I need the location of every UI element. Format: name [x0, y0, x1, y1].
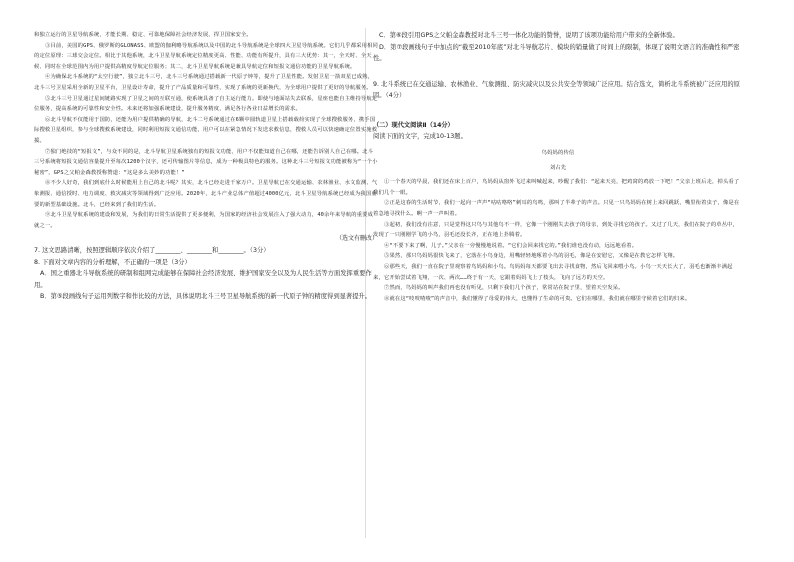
article-body [34, 30, 378, 231]
paragraph: ⑨北斗卫星导航系统的建设和发展，为我们的日常生活提供了更多便利，为国家的经济社会发展注入了强大动力，40余年来导航的重要成就之一。 [34, 212, 374, 229]
paragraph: ②正是这春的生活时节，我们一起向一声声“咕咕咯咯”刺耳的鸟鸣，那叫了半辈子的声音。只见一只鸟妈妈在树上来回跳跃，嘴里衔着虫子，像是在着急地寻找什么。啊一声一声叫着。 [373, 200, 740, 217]
question-8-option-c: C．第⑥段引用GPS之父帕金森教授对北斗三号一体化功能的赞誉，说明了该项功能给用户带来的全新体验。 [379, 32, 679, 39]
question-8-option-b: B．第⑤段画线句子运用列数字和作比较的方法，具体说明北斗三号卫星导航系统的新一代原子钟的精度得到显著提升。 [40, 293, 372, 301]
paragraph: ④为确保北斗系统的“太空行驶”，独立北斗三号，北斗三号系统通过搭载新一代原子钟等，提升了卫星性能。发射卫星一箭双星已成熟，北斗三号卫星采用全新的卫星平台，卫星设计寿命，提升了产品质量和可靠性，实现了系统的更新换代，为全球用户提供了更好的导航服务。 [34, 74, 374, 91]
paragraph: ⑤果然，那只鸟妈妈很快飞来了，它落在小鸟身边，用嘴轻轻地啄着小鸟的羽毛，像是在安慰它，又像是在教它怎样飞翔。 [384, 253, 679, 260]
story-body [373, 177, 743, 304]
left-column [34, 30, 378, 303]
question-8-option-d: D．第⑦段画线句子中加点的“截至2010年底”对北斗导航芯片、模块的销量做了时间上的限制，体现了说明文语言的准确性和严密性。 [373, 43, 740, 62]
question-7: 7. 这文思路清晰，按照逻辑顺序依次介绍了________、________和________。（3分） [34, 247, 270, 255]
question-8: 8. 下面对文章内容的分析理解，不正确的一项是（3分） [34, 258, 191, 266]
article-author: 刘占先 [549, 164, 567, 171]
paragraph: ③起初，我们没有注意，只是觉得这只鸟与其他鸟不一样，它像一个刚刚失去孩子的母亲，到处寻找它的孩子。又过了几天，我们在院子的草丛中，发现了一只刚刚学飞的小鸟，羽毛还没长齐，正在地上扑腾着。 [373, 221, 739, 239]
paragraph: 和独立运行的卫星导航系统，才能长期、稳定、可靠地保障社会经济发展，捍卫国家安全。 [34, 32, 252, 38]
paragraph: ④“不要下来了啊，儿子。”父亲在一旁慢慢地说着。“它们会回来找它的。”我们谁也没有动，远远地看着。 [384, 242, 638, 249]
reading-instruction: 阅读下面的文字，完成10-13题。 [373, 132, 467, 140]
question-9: 9. 北斗系统已在交通运输、农林渔业、气象测报、防灾减灾以及公共安全等领域广泛应用。结合选文，简析北斗系统被广泛应用的原因。（4分） [373, 80, 740, 99]
paragraph: ⑦然而，鸟妈妈的叫声我们再也没有听见，只剩下我们几个孩子，常常站在院子里，望着天空发呆。 [384, 285, 624, 292]
right-column [373, 30, 743, 304]
question-8-option-a: A．国之重器北斗导航系统的研制和组网完成能够在保障社会经济发展、维护国家安全以及为人民生活等方面发挥重要作用。 [34, 270, 372, 289]
section-heading: （二）现代文阅读Ⅱ（14分） [373, 121, 454, 129]
paragraph: ⑥北斗导航不仅能用于国防，还能为用户提供精确的导航，北斗二号系统通过在6颗中圆轨道卫星上搭载载荷实现了全球搜救服务，携手国际搜救卫星组织，参与全球搜救系统建设，同时利用短报文通信功能，用户可以在紧急情况下发送求救信息，搜救人员可以快速确定位置实施救援。 [34, 116, 378, 144]
paragraph: ①一个春天的早晨，我们还在床上百户，鸟妈妈从窗外飞过来叫喊起来，吵醒了我们：“起来天亮，把鸡窝的鸡放一下吧！”父亲上班后走，掉头看了我们几个一眼。 [373, 179, 740, 196]
paragraph: ③目前，美国的GPS、俄罗斯的GLONASS、欧盟的伽利略导航系统以及中国的北斗导航系统是全球四大卫星导航系统。它们几乎都采用相同的定位原理：三球交会定位。相比于其他系统，北斗卫星导航系统定位精度更高、性能、功能有所提升，具有三大优势：其一，全天时、全天候、同时在全球范围内为用户提供高精度导航定位服务；其二，北斗卫星导航系统是兼具导航定位和短报文通信功能的卫星导航系统。 [34, 42, 378, 70]
paragraph: ⑤北斗三号卫星通过星间链路实现了卫星之间的互联互通，使系统具备了自主运行能力。即使与地面站失去联系，星座也能自主维持导航定位服务，提高系统的可靠性和安全性。未来还将加强系统建设，提升服务精度，满足各行各业日益增长的需求。 [34, 95, 378, 113]
source-note: （选文有删改） [335, 235, 378, 243]
paragraph: ⑧不少人好奇，我们到底什么时候能用上自己的北斗呢？其实，北斗已经走进千家万户。卫星导航已在交通运输、农林渔业、水文监测、气象测报、通信授时、电力调度、救灾减灾等领域得到广泛应用。2020年，北斗产业总体产值超过4000亿元，北斗卫星导航系统已经成为我国重要的新型基础设施。北斗，已经来到了我们的生活。 [34, 180, 378, 208]
article-title: 鸟妈妈的传信 [541, 150, 575, 156]
paragraph: ⑥那些天，我们一直在院子里观察着鸟妈妈和小鸟。鸟妈妈每天都要飞出去寻找食物，然后飞回来喂小鸟。小鸟一天天长大了，羽毛也渐渐丰满起来，它开始尝试着飞翔，一次、两次……终于有一天，它跟着妈妈飞上了枝头，飞向了远方的天空。 [373, 263, 733, 281]
paragraph: ⑦独门绝技的“短报文”，与众不同的是，北斗导航卫星系统独有的短报文功能，用户不仅能知道自己在哪，还能告诉别人自己在哪。北斗三号系统将短报文通信容量提升至每次1200个汉字，还可传输图片等信息，成为一种极具特色的服务。这种北斗三号短报文功能被称为“一个小秘密”，GPS之父帕金森教授称赞道：“这是多么美妙的功能！” [34, 148, 378, 176]
paragraph: ⑧就在这“吱吱喳喳”的声音中，我们懂得了母爱的伟大，也懂得了生命的可贵。它们在哪里，我们就在哪里守候着它们的归来。 [384, 295, 691, 302]
